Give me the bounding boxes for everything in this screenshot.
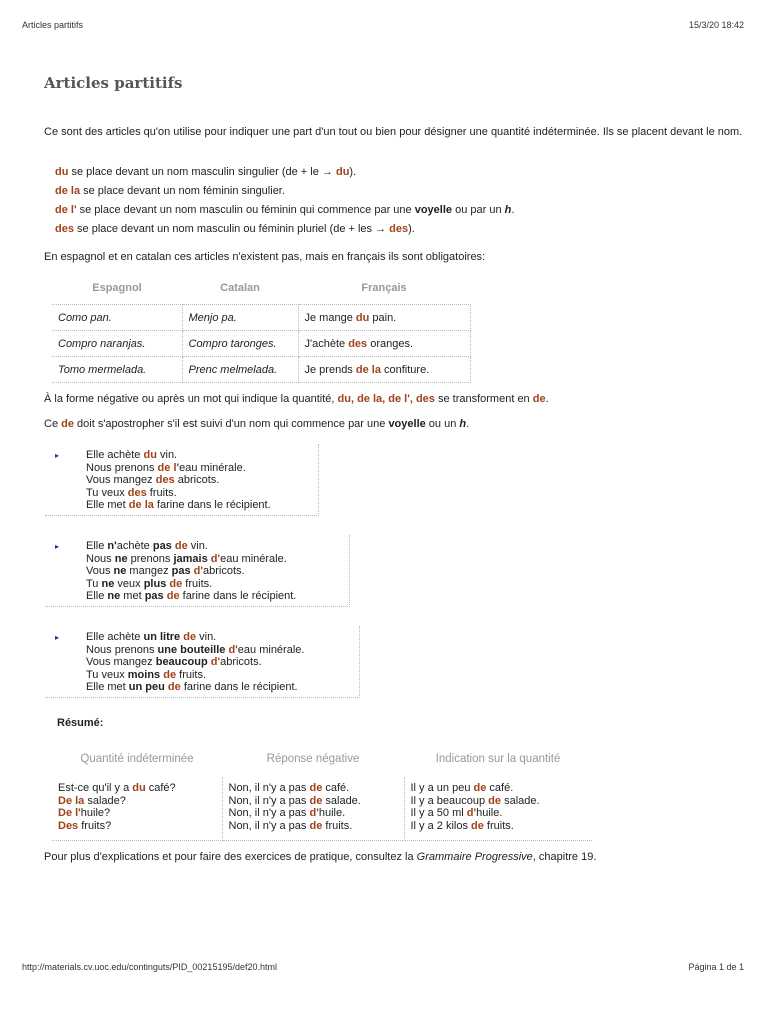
example-line: Elle ne met pas de farine dans le récipient. — [86, 590, 297, 602]
rule-h: h — [504, 204, 512, 216]
rule-article: de la — [55, 185, 81, 197]
bullet-arrow-icon: ▸ — [55, 633, 60, 642]
cell-french: Je mange du pain. — [298, 305, 470, 331]
example-box-negative — [45, 535, 350, 607]
rule-mid: ou par un — [452, 204, 505, 216]
example-line: Vous ne mangez pas d'abricots. — [86, 565, 245, 577]
rule-end: . — [511, 204, 515, 216]
cell-spanish: Compro naranjas. — [52, 331, 182, 357]
rule-article: des — [55, 223, 74, 235]
closing-paragraph: Pour plus d'explications et pour faire des exercices de pratique, consultez la Grammaire Progressive, chapitre 19. — [44, 851, 597, 863]
language-comparison-table — [52, 279, 471, 383]
rule-de-l — [55, 201, 514, 220]
column-header: Quantité indéterminée — [80, 753, 194, 765]
example-line: Vous mangez des abricots. — [86, 474, 220, 486]
rule-result: du — [335, 166, 350, 178]
print-footer-url: http://materials.cv.uoc.edu/continguts/PID_00215195/def20.html — [22, 962, 277, 972]
example-line: Tu ne veux plus de fruits. — [86, 577, 213, 590]
rule-text: se place devant un nom masculin ou féminin pluriel (de + les → — [73, 223, 390, 235]
column-header: Indication sur la quantité — [435, 753, 561, 765]
rule-du — [55, 163, 514, 182]
cell-catalan: Compro taronges. — [182, 331, 298, 357]
column-header: Catalan — [220, 282, 260, 294]
rule-voyelle: voyelle — [414, 204, 453, 216]
table-row — [52, 305, 470, 331]
example-line: Tu veux moins de fruits. — [86, 668, 207, 681]
example-line: Elle met de la farine dans le récipient. — [86, 499, 271, 511]
summary-table — [52, 750, 592, 841]
cell-french: Je prends de la confiture. — [298, 357, 470, 383]
print-footer-page: Página 1 de 1 — [688, 962, 744, 972]
example-box-affirmative — [45, 444, 319, 516]
cell-spanish: Tomo mermelada. — [52, 357, 182, 383]
example-line: Elle met un peu de farine dans le récipient. — [86, 681, 298, 693]
rule-end: ). — [349, 166, 357, 178]
bullet-arrow-icon: ▸ — [55, 542, 60, 551]
rules-list — [55, 163, 514, 239]
table-row — [52, 331, 470, 357]
example-line: Vous mangez beaucoup d'abricots. — [86, 656, 262, 668]
column-header: Réponse négative — [266, 753, 360, 765]
rule-text: se place devant un nom masculin ou féminin qui commence par une — [76, 204, 415, 216]
compare-intro: En espagnol et en catalan ces articles n'existent pas, mais en français ils sont obligatoires: — [44, 251, 486, 263]
rule-de-la — [55, 182, 514, 201]
rule-result: des — [389, 223, 409, 235]
example-line: Nous ne prenons jamais d'eau minérale. — [86, 552, 287, 565]
apostrophe-rule: Ce de doit s'apostropher s'il est suivi d'un nom qui commence par une voyelle ou un h. — [44, 418, 470, 430]
intro-paragraph: Ce sont des articles qu'on utilise pour indiquer une part d'un tout ou bien pour désigner une quantité indéterminée. Ils se placent devant le nom. — [44, 126, 743, 138]
example-line: Nous prenons de l'eau minérale. — [86, 461, 246, 474]
cell-quantity-indication: Il y a un peu de café. Il y a beaucoup de salade. Il y a 50 ml d'huile. Il y a 2 kilos de fruits. — [404, 777, 592, 841]
print-header-title: Articles partitifs — [22, 20, 84, 30]
cell-catalan: Menjo pa. — [182, 305, 298, 331]
page-title: Articles partitifs — [44, 74, 183, 92]
table-row — [52, 777, 592, 841]
example-line: Elle n'achète pas de vin. — [86, 540, 208, 552]
cell-french: J'achète des oranges. — [298, 331, 470, 357]
book-title: Grammaire Progressive — [416, 851, 533, 863]
cell-quantity-indeterminate: Est-ce qu'il y a du café? De la salade? De l'huile? Des fruits? — [52, 777, 222, 841]
rule-text: se place devant un nom masculin singulier (de + le → — [68, 166, 336, 178]
negative-rule: À la forme négative ou après un mot qui indique la quantité, du, de la, de l', des se transforment en de. — [44, 393, 549, 405]
column-header: Français — [361, 282, 407, 294]
example-box-quantity — [45, 626, 360, 698]
example-line: Tu veux des fruits. — [86, 486, 177, 499]
rule-article: de l' — [55, 204, 77, 216]
rule-article: du — [55, 166, 69, 178]
print-header-datetime: 15/3/20 18:42 — [688, 20, 744, 30]
summary-label: Résumé: — [57, 717, 104, 729]
cell-negative-answer: Non, il n'y a pas de café. Non, il n'y a pas de salade. Non, il n'y a pas d'huile. Non, il n'y a pas de fruits. — [222, 777, 404, 841]
bullet-arrow-icon: ▸ — [55, 451, 60, 460]
cell-spanish: Como pan. — [52, 305, 182, 331]
rule-des — [55, 220, 514, 239]
example-line: Elle achète un litre de vin. — [86, 631, 217, 643]
table-row — [52, 357, 470, 383]
example-line: Nous prenons une bouteille d'eau minérale. — [86, 643, 305, 656]
column-header: Espagnol — [92, 282, 142, 294]
rule-text: se place devant un nom féminin singulier. — [80, 185, 285, 197]
rule-end: ). — [408, 223, 415, 235]
cell-catalan: Prenc melmelada. — [182, 357, 298, 383]
example-line: Elle achète du vin. — [86, 449, 178, 461]
